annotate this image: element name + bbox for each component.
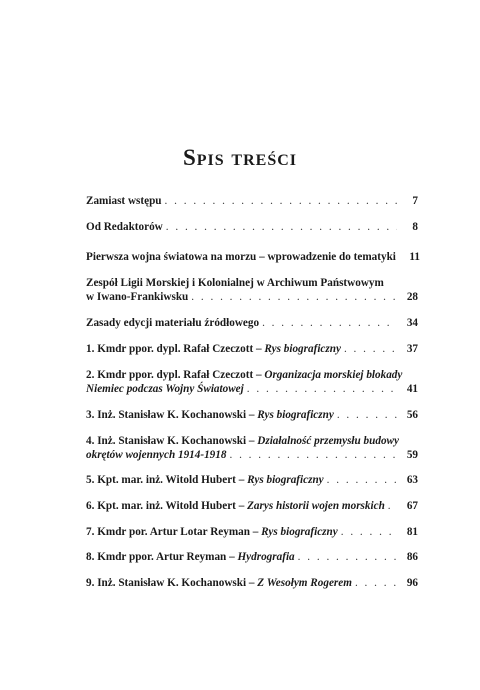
toc-entry-italic-title: Działalność przemysłu budowy <box>257 435 399 447</box>
toc-entry[interactable] <box>86 576 418 590</box>
page-number: 86 <box>406 551 418 563</box>
toc-entry-text: Zasady edycji materiału źródłowego <box>86 317 260 329</box>
toc-entry-label <box>86 499 385 513</box>
toc-entry-label <box>86 408 334 422</box>
toc-entry[interactable] <box>86 550 418 564</box>
dot-leader <box>337 408 397 422</box>
page-number: 96 <box>406 577 418 589</box>
toc-entry-first-line <box>86 368 418 382</box>
page-number: 56 <box>406 409 418 421</box>
dot-leader <box>191 290 397 304</box>
toc-entry-label <box>86 382 244 396</box>
page-number: 7 <box>412 195 418 207</box>
toc-entry-first-line <box>86 434 418 448</box>
dot-leader <box>388 499 397 513</box>
toc-entry[interactable] <box>86 525 418 539</box>
page-title: Spis treści <box>182 145 298 170</box>
page-number: 67 <box>406 500 418 512</box>
toc-entry-text: Od Redaktorów <box>86 221 163 233</box>
dot-leader <box>165 194 397 208</box>
toc-entry-text: 3. Inż. Stanisław K. Kochanowski – <box>86 409 258 421</box>
toc-entry-text: 4. Inż. Stanisław K. Kochanowski – <box>86 435 258 447</box>
toc-entry-text: w Iwano-Frankiwsku <box>86 291 189 303</box>
toc-entry-label <box>86 250 396 264</box>
toc-entry-label <box>86 316 259 330</box>
toc-entry-text: Pierwsza wojna światowa na morzu – wprowadzenie do tematyki <box>86 251 396 263</box>
page-number: 34 <box>406 317 418 329</box>
toc-entry-first-line <box>86 276 418 290</box>
toc-entry-text: Zespół Ligii Morskiej i Kolonialnej w Archiwum Państwowym <box>86 277 384 289</box>
toc-entry-text: 7. Kmdr por. Artur Lotar Reyman – <box>86 526 262 538</box>
dot-leader <box>344 342 397 356</box>
toc-entry[interactable] <box>86 276 418 304</box>
toc-entry[interactable] <box>86 194 418 208</box>
toc-entry-text: 1. Kmdr ppor. dypl. Rafał Czeczott – <box>86 343 265 355</box>
dot-leader <box>247 382 397 396</box>
page-number: 28 <box>406 291 418 303</box>
page-number: 11 <box>409 251 420 263</box>
toc-entry[interactable] <box>86 408 418 422</box>
dot-leader <box>327 473 397 487</box>
toc-entry-label <box>86 342 341 356</box>
toc-entry-italic-title: Zarys historii wojen morskich <box>247 500 385 512</box>
toc-entry-italic-title: okrętów wojennych 1914-1918 <box>86 449 227 461</box>
page-number: 63 <box>406 474 418 486</box>
toc-entry-italic-title: Rys biograficzny <box>261 526 338 538</box>
dot-leader <box>262 316 397 330</box>
toc-entry-italic-title: Organizacja morskiej blokady <box>264 369 403 381</box>
page-number: 41 <box>406 383 418 395</box>
toc-entry[interactable] <box>86 316 418 330</box>
page-number: 8 <box>412 221 418 233</box>
toc-entry[interactable] <box>86 220 418 234</box>
toc-entry-label <box>86 220 163 234</box>
page-number: 81 <box>406 526 418 538</box>
toc-entry-text: 2. Kmdr ppor. dypl. Rafał Czeczott – <box>86 369 265 381</box>
toc-entry-label <box>86 473 324 487</box>
toc-entry[interactable] <box>86 434 418 462</box>
toc-entry-italic-title: Hydrografia <box>237 551 295 563</box>
toc-entry-text: Zamiast wstępu <box>86 195 162 207</box>
toc-entry-text: 8. Kmdr ppor. Artur Reyman – <box>86 551 238 563</box>
toc-entry-label <box>86 194 162 208</box>
dot-leader <box>355 576 397 590</box>
dot-leader <box>166 220 397 234</box>
toc-entry-italic-title: Rys biograficzny <box>247 474 324 486</box>
toc-entry-italic-title: Rys biograficzny <box>257 409 334 421</box>
toc-entry-label <box>86 525 338 539</box>
toc-entry[interactable] <box>86 368 418 396</box>
toc-entry-label <box>86 448 226 462</box>
toc-entry-label <box>86 576 352 590</box>
toc-entry[interactable] <box>86 473 418 487</box>
toc-entry-italic-title: Z Wesołym Rogerem <box>257 577 352 589</box>
toc-entry-label <box>86 550 295 564</box>
toc-entry-italic-title: Niemiec podczas Wojny Światowej <box>86 383 244 395</box>
toc-entry-italic-title: Rys biograficzny <box>264 343 341 355</box>
page-number: 59 <box>406 449 418 461</box>
toc-entry-text: 9. Inż. Stanisław K. Kochanowski – <box>86 577 258 589</box>
toc-entry[interactable] <box>86 342 418 356</box>
toc-entry-text: 6. Kpt. mar. inż. Witold Hubert – <box>86 500 248 512</box>
page-number: 37 <box>406 343 418 355</box>
dot-leader <box>229 448 397 462</box>
dot-leader <box>298 550 397 564</box>
dot-leader <box>341 525 397 539</box>
toc-entry-label <box>86 290 188 304</box>
toc-entry[interactable] <box>86 250 418 264</box>
toc-entry-text: 5. Kpt. mar. inż. Witold Hubert – <box>86 474 248 486</box>
toc-entry[interactable] <box>86 499 418 513</box>
